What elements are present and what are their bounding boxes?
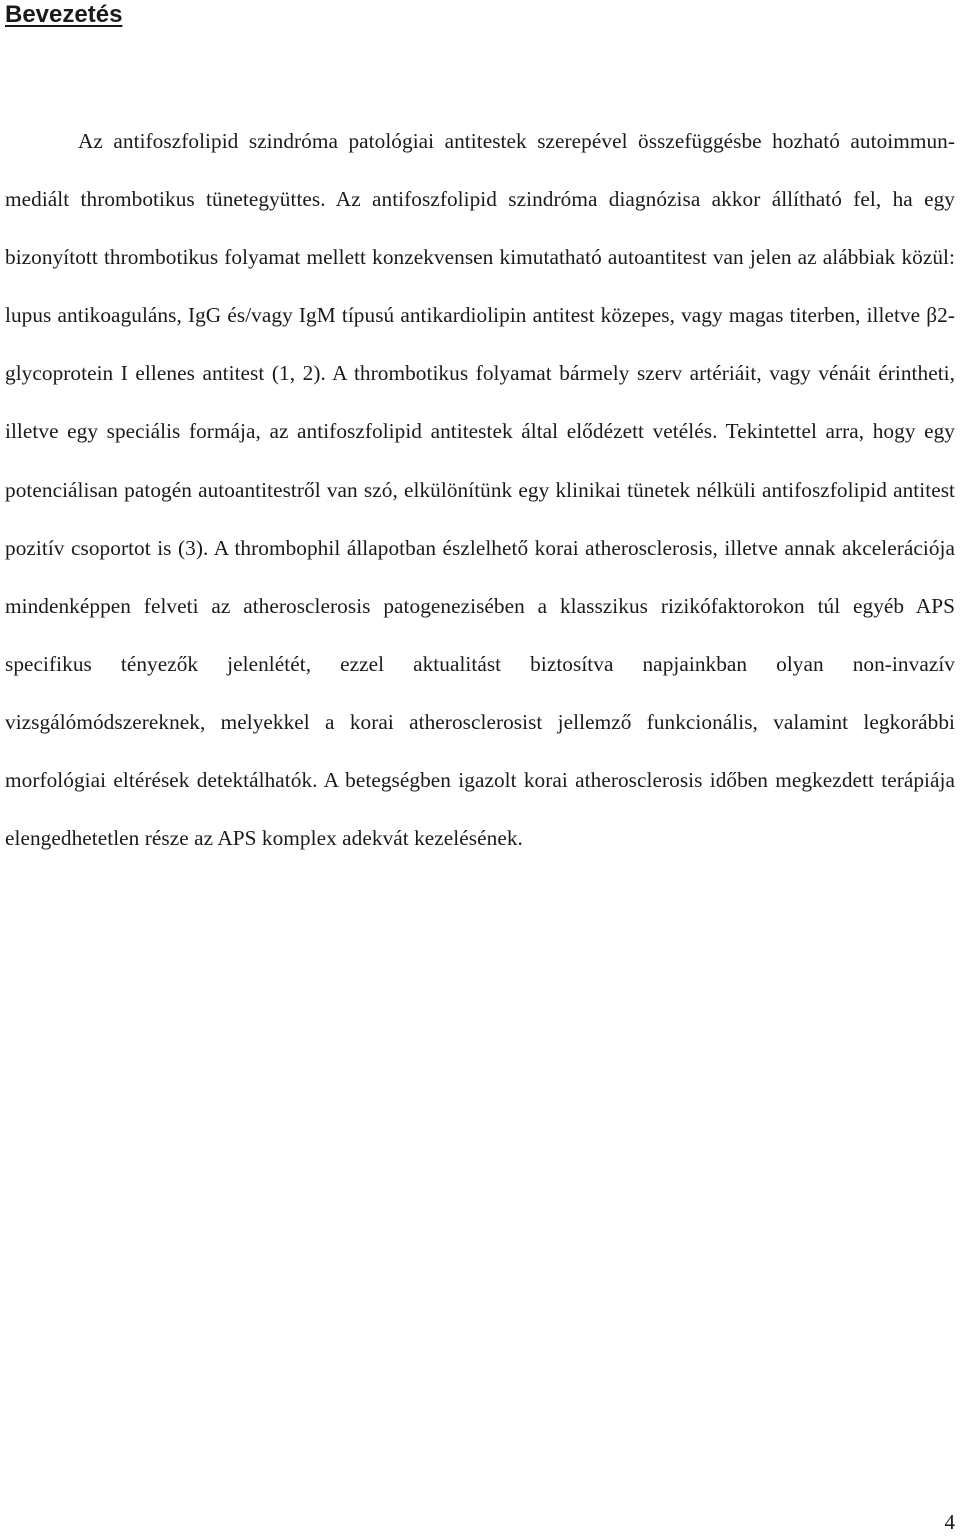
body-paragraph: Az antifoszfolipid szindróma patológiai antitestek szerepével összefüggésbe hozható autoimmun-mediált thrombotikus tünetegyüttes. Az antifoszfolipid szindróma diagnózisa akkor állítható fel, ha egy bizonyított thrombotikus folyamat mellett konzekvensen kimutatható autoantitest van jelen az alábbiak közül: lupus antikoaguláns, IgG és/vagy IgM típusú antikardiolipin antitest közepes, vagy magas titerben, illetve β2-glycoprotein I ellenes antitest (1, 2). A thrombotikus folyamat bármely szerv artériáit, vagy vénáit érintheti, illetve egy speciális formája, az antifoszfolipid antitestek által elődézett vetélés. Tekintettel arra, hogy egy potenciálisan patogén autoantitestről van szó, elkülönítünk egy klinikai tünetek nélküli antifoszfolipid antitest pozitív csoportot is (3). A thrombophil állapotban észlelhető korai atherosclerosis, illetve annak akcelerációja mindenképpen felveti az atherosclerosis patogenezisében a klasszikus rizikófaktorokon túl egyéb APS specifikus tényezők jelenlétét, ezzel aktualitást biztosítva napjainkban olyan non-invazív vizsgálómódszereknek, melyekkel a korai atherosclerosist jellemző funkcionális, valamint legkorábbi morfológiai eltérések detektálhatók. A betegségben igazolt korai atherosclerosis időben megkezdett terápiája elengedhetetlen része az APS komplex adekvát kezelésének. bbox=[5, 129, 955, 851]
page-number: 4 bbox=[944, 1510, 955, 1534]
section-heading: Bevezetés bbox=[5, 1, 123, 28]
